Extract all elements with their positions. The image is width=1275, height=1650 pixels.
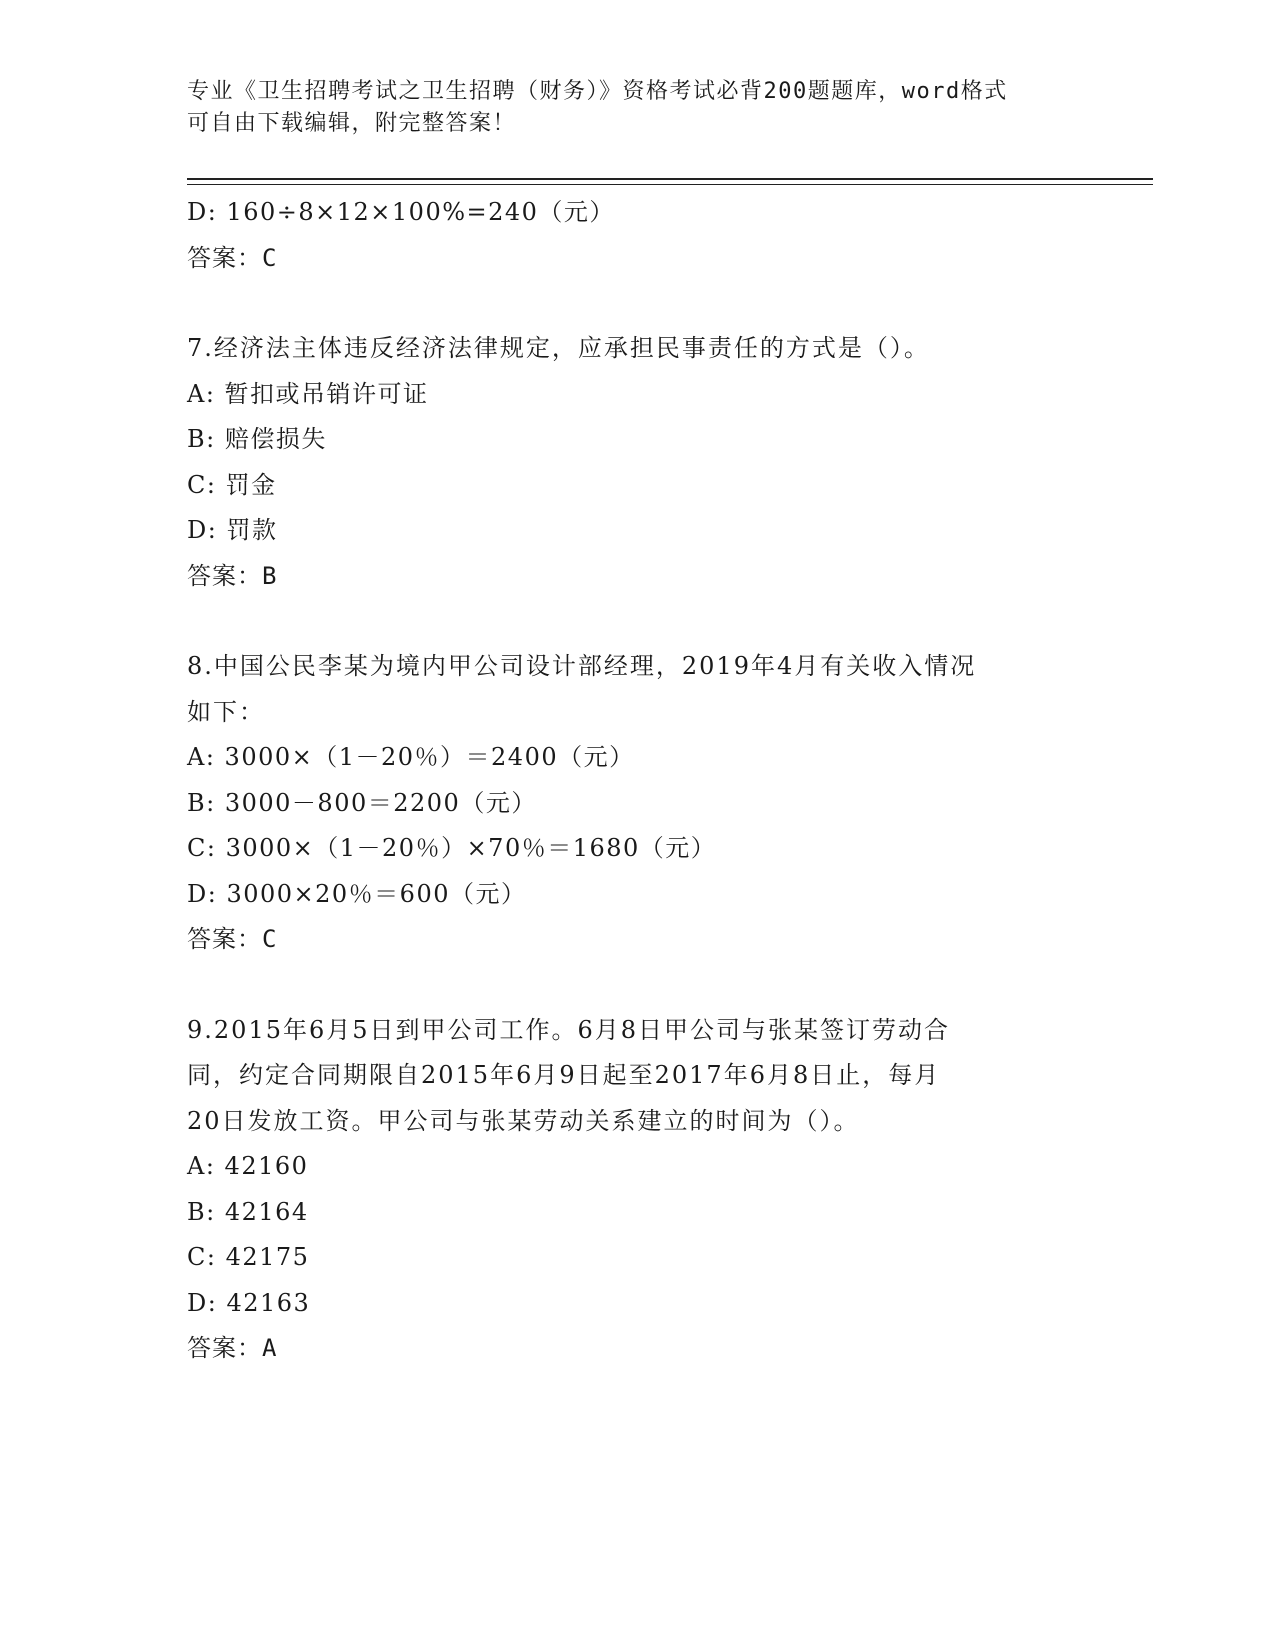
question-9 bbox=[187, 1008, 1067, 1372]
q6-answer: 答案：C bbox=[187, 243, 278, 272]
q9-option-a: A: 42160 bbox=[187, 1152, 309, 1180]
header-title-line-1: 专业《卫生招聘考试之卫生招聘（财务）》资格考试必背200题题库，word格式 bbox=[187, 79, 1008, 104]
q9-stem-line-2: 同，约定合同期限自2015年6月9日起至2017年6月8日止，每月 bbox=[187, 1061, 941, 1089]
q7-stem: 7.经济法主体违反经济法律规定，应承担民事责任的方式是（）。 bbox=[187, 334, 930, 362]
q7-answer: 答案：B bbox=[187, 561, 278, 590]
q7-option-c: C: 罚金 bbox=[187, 470, 277, 499]
header-title-line-2: 可自由下载编辑，附完整答案！ bbox=[187, 111, 517, 136]
q9-answer: 答案：A bbox=[187, 1334, 278, 1362]
q8-option-c: C: 3000×（1－20％）×70％＝1680（元） bbox=[187, 834, 717, 862]
spacer bbox=[187, 963, 1067, 1008]
q9-option-d: D: 42163 bbox=[187, 1288, 311, 1317]
q7-option-b: B: 赔偿损失 bbox=[187, 425, 327, 453]
spacer bbox=[187, 281, 1067, 326]
question-7 bbox=[187, 326, 1067, 599]
q6-option-d: D: 160÷8×12×100%=240（元） bbox=[187, 198, 615, 226]
q9-stem-line-3: 20日发放工资。甲公司与张某劳动关系建立的时间为（）。 bbox=[187, 1106, 860, 1135]
header-divider-thick bbox=[187, 178, 1153, 180]
document-header bbox=[187, 76, 1067, 140]
question-6-tail bbox=[187, 190, 1067, 281]
spacer bbox=[187, 599, 1067, 644]
q8-stem-line-2: 如下： bbox=[187, 697, 265, 726]
q7-option-a: A: 暂扣或吊销许可证 bbox=[187, 379, 429, 408]
q8-option-d: D: 3000×20％＝600（元） bbox=[187, 879, 527, 908]
q8-option-a: A: 3000×（1－20％）＝2400（元） bbox=[187, 743, 635, 771]
q9-option-b: B: 42164 bbox=[187, 1197, 309, 1226]
question-8 bbox=[187, 644, 1067, 963]
q8-option-b: B: 3000－800＝2200（元） bbox=[187, 788, 537, 817]
q8-stem-line-1: 8.中国公民李某为境内甲公司设计部经理，2019年4月有关收入情况 bbox=[187, 652, 977, 680]
q9-option-c: C: 42175 bbox=[187, 1243, 310, 1271]
q8-answer: 答案：C bbox=[187, 925, 278, 953]
document-body bbox=[187, 190, 1067, 1372]
header-divider-thin bbox=[187, 184, 1153, 185]
q9-stem-line-1: 9.2015年6月5日到甲公司工作。6月8日甲公司与张某签订劳动合 bbox=[187, 1015, 951, 1044]
q7-option-d: D: 罚款 bbox=[187, 516, 278, 544]
